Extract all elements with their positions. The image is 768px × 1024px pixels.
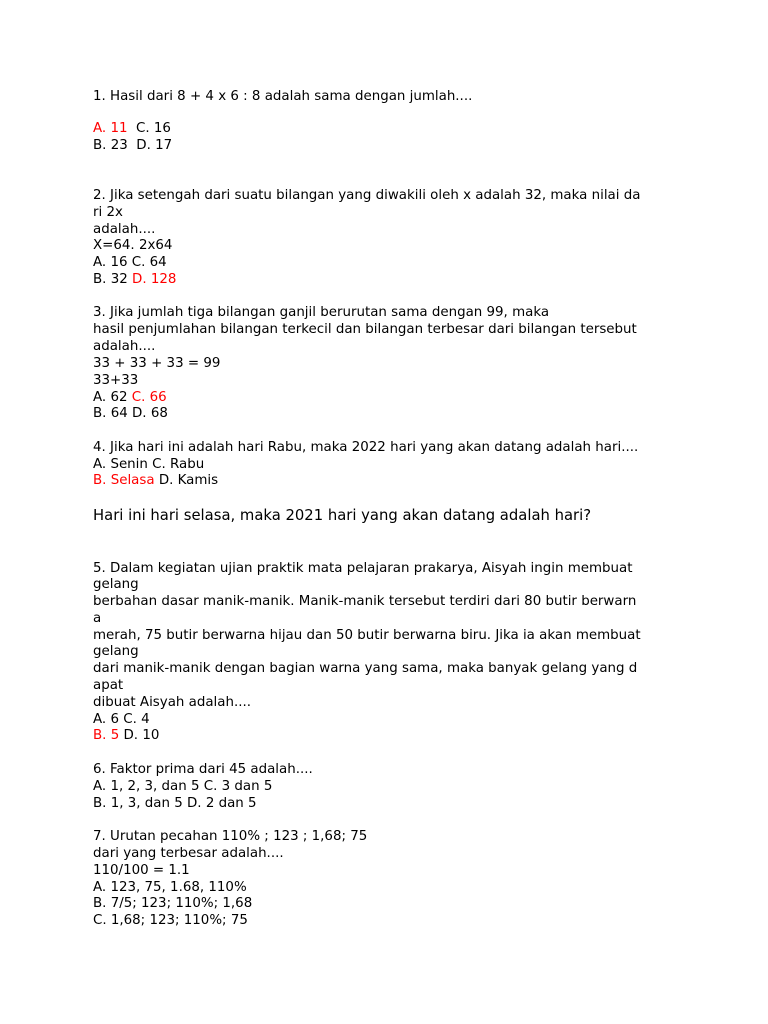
question-5-line-6: gelang (93, 644, 139, 659)
option-d: D. Kamis (158, 473, 219, 488)
question-5-options-row-1: A. 6 C. 4 (93, 712, 150, 727)
question-5-line-1: 5. Dalam kegiatan ujian praktik mata pelajaran prakarya, Aisyah ingin membuat (93, 561, 633, 576)
option-b: B. 23 (93, 138, 128, 153)
question-5-line-3: berbahan dasar manik-manik. Manik-manik tersebut terdiri dari 80 butir berwarn (93, 594, 637, 609)
question-5-options-row-2 (93, 727, 159, 744)
question-7-working: 110/100 = 1.1 (93, 863, 190, 878)
question-5-line-9: dibuat Aisyah adalah.... (93, 695, 252, 710)
question-4-options-row-1: A. Senin C. Rabu (93, 457, 205, 472)
question-4-options-row-2 (93, 472, 218, 489)
option-a: A. 62 (93, 390, 128, 405)
question-2-stem-line-1: 2. Jika setengah dari suatu bilangan yang diwakili oleh x adalah 32, maka nilai da (93, 188, 641, 203)
option-c: C. 16 (136, 121, 171, 136)
question-3-working-line-1: 33 + 33 + 33 = 99 (93, 356, 221, 371)
answer-highlight: B. 5 (93, 728, 120, 743)
answer-highlight: C. 66 (131, 390, 167, 405)
question-7-stem-line-2: dari yang terbesar adalah.... (93, 846, 284, 861)
question-1-options-row-1 (93, 120, 171, 137)
question-3-stem-line-2: hasil penjumlahan bilangan terkecil dan bilangan terbesar dari bilangan tersebut (93, 322, 637, 337)
option-d: D. 10 (123, 728, 160, 743)
answer-highlight: B. Selasa (93, 473, 155, 488)
answer-highlight: D. 128 (132, 272, 177, 287)
question-2-options-row-1: A. 16 C. 64 (93, 255, 167, 270)
question-7-stem-line-1: 7. Urutan pecahan 110% ; 123 ; 1,68; 75 (93, 829, 368, 844)
follow-up-question: Hari ini hari selasa, maka 2021 hari yang akan datang adalah hari? (93, 507, 592, 524)
question-1-options-row-2 (93, 137, 172, 154)
question-7-option-a: A. 123, 75, 1.68, 110% (93, 880, 247, 895)
question-7-option-b: B. 7/5; 123; 110%; 1,68 (93, 896, 253, 911)
question-3-stem-line-3: adalah.... (93, 339, 156, 354)
question-5-line-5: merah, 75 butir berwarna hijau dan 50 butir berwarna biru. Jika ia akan membuat (93, 628, 641, 643)
option-d: D. 17 (136, 138, 173, 153)
question-3-stem-line-1: 3. Jika jumlah tiga bilangan ganjil berurutan sama dengan 99, maka (93, 305, 550, 320)
question-3-working-line-2: 33+33 (93, 373, 139, 388)
question-2-options-row-2 (93, 271, 176, 288)
question-3-options-row-1 (93, 389, 167, 406)
question-2-stem-line-2: ri 2x (93, 205, 123, 220)
answer-highlight: A. 11 (93, 121, 128, 136)
question-5-line-8: apat (93, 678, 124, 693)
question-4-stem: 4. Jika hari ini adalah hari Rabu, maka 2022 hari yang akan datang adalah hari.... (93, 440, 639, 455)
question-6-stem: 6. Faktor prima dari 45 adalah.... (93, 762, 313, 777)
question-2-stem-line-3: adalah.... (93, 222, 156, 237)
question-6-options-row-1: A. 1, 2, 3, dan 5 C. 3 dan 5 (93, 779, 273, 794)
option-b: B. 32 (93, 272, 128, 287)
question-2-working: X=64. 2x64 (93, 238, 173, 253)
question-3-options-row-2: B. 64 D. 68 (93, 406, 168, 421)
question-5-line-2: gelang (93, 577, 139, 592)
question-6-options-row-2: B. 1, 3, dan 5 D. 2 dan 5 (93, 796, 257, 811)
question-5-line-7: dari manik-manik dengan bagian warna yang sama, maka banyak gelang yang d (93, 661, 638, 676)
question-7-option-c: C. 1,68; 123; 110%; 75 (93, 913, 248, 928)
question-5-line-4: a (93, 611, 102, 626)
question-1-stem: 1. Hasil dari 8 + 4 x 6 : 8 adalah sama dengan jumlah.... (93, 89, 473, 104)
